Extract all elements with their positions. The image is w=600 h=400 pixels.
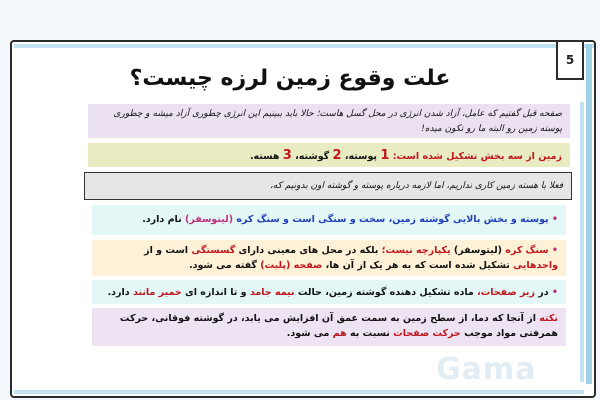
- p3-a: در: [538, 287, 549, 298]
- p3-b: زیر صفحات،: [477, 287, 535, 298]
- mantle-paragraph: [92, 280, 566, 304]
- p1-end: نام دارد.: [142, 214, 182, 225]
- convection-note: [92, 308, 566, 346]
- p4-label: نکته: [539, 313, 558, 324]
- note-box: فعلا با هسته زمین کاری نداریم، اما لازمه درباره پوسته و گوشته اون بدونیم که،: [84, 172, 572, 200]
- decorative-top-stripe: [14, 44, 594, 48]
- p4-f: می شود.: [286, 328, 330, 339]
- layer-number-2: 2: [332, 148, 342, 163]
- intro-paragraph: صفحه قبل گفتیم که عامل، آزاد شدن انرژی در محل گسل هاست؛ حالا باید ببینیم این انرژی چطوری آزاد میشه و چطوری پوسته زمین رو البته ما رو تکون میده!: [88, 104, 570, 138]
- p2-b: (لیتوسفر): [453, 245, 502, 256]
- layer-mantle: گوشته،: [295, 151, 330, 162]
- p2-f: است و از: [144, 245, 189, 256]
- layer-crust: پوسته،: [344, 151, 378, 162]
- p3-e: و تا اندازه ای: [184, 287, 247, 298]
- p2-a: سنگ کره: [505, 245, 549, 256]
- p3-d: نیمه جامد: [249, 287, 295, 298]
- decorative-right-stripe: [586, 44, 592, 384]
- p2-i: صفحه: [293, 260, 323, 271]
- p4-e: هم: [332, 328, 347, 339]
- layer-number-1: 1: [380, 148, 390, 163]
- p3-c: ماده تشکیل دهنده گوشته زمین، حالت: [297, 287, 474, 298]
- lithosphere-paragraph: [92, 205, 566, 235]
- p4-b: از آنجا که دما، از سطح زمین به سمت عمق آن افزایش می یابد، در گوشته فوقانی، حرکت همرفتی مواد موجب: [119, 313, 558, 339]
- page-number: 5: [556, 40, 584, 80]
- p3-g: دارد.: [107, 287, 130, 298]
- p2-k: گفته می شود.: [189, 260, 257, 271]
- bullet-icon: •: [551, 287, 558, 298]
- p2-h: تشکیل شده است که به هر یک از آن ها،: [325, 260, 510, 271]
- gama-watermark-logo: Gama: [436, 352, 537, 387]
- layer-number-3: 3: [282, 148, 292, 163]
- p4-d: نسبت به: [350, 328, 390, 339]
- p4-c: حرکت صفحات: [393, 328, 461, 339]
- p3-f: خمیر مانند: [132, 287, 182, 298]
- p2-j: (پلیت): [260, 260, 291, 271]
- p1-term: (لیتوسفر): [185, 214, 234, 225]
- p2-d: بلکه در محل های معینی دارای: [238, 245, 379, 256]
- plates-paragraph: [92, 240, 566, 276]
- bullet-icon: •: [551, 214, 558, 225]
- p1-main: پوسته و بخش بالایی گوشته زمین، سخت و سنگی است و سنگ کره: [236, 214, 549, 225]
- layer-core: هسته.: [249, 151, 280, 162]
- layers-lead: زمین از سه بخش تشکیل شده است:: [392, 151, 562, 162]
- slide-title: علت وقوع زمین لرزه چیست؟: [129, 66, 451, 91]
- p2-e: گسستگی: [191, 245, 236, 256]
- p2-g: واحدهایی: [513, 260, 558, 271]
- earth-layers-line: [88, 143, 570, 167]
- decorative-right-stripe-inner: [580, 102, 584, 382]
- bullet-icon: •: [551, 245, 558, 256]
- p2-c: یکپارچه نیست؛: [381, 245, 451, 256]
